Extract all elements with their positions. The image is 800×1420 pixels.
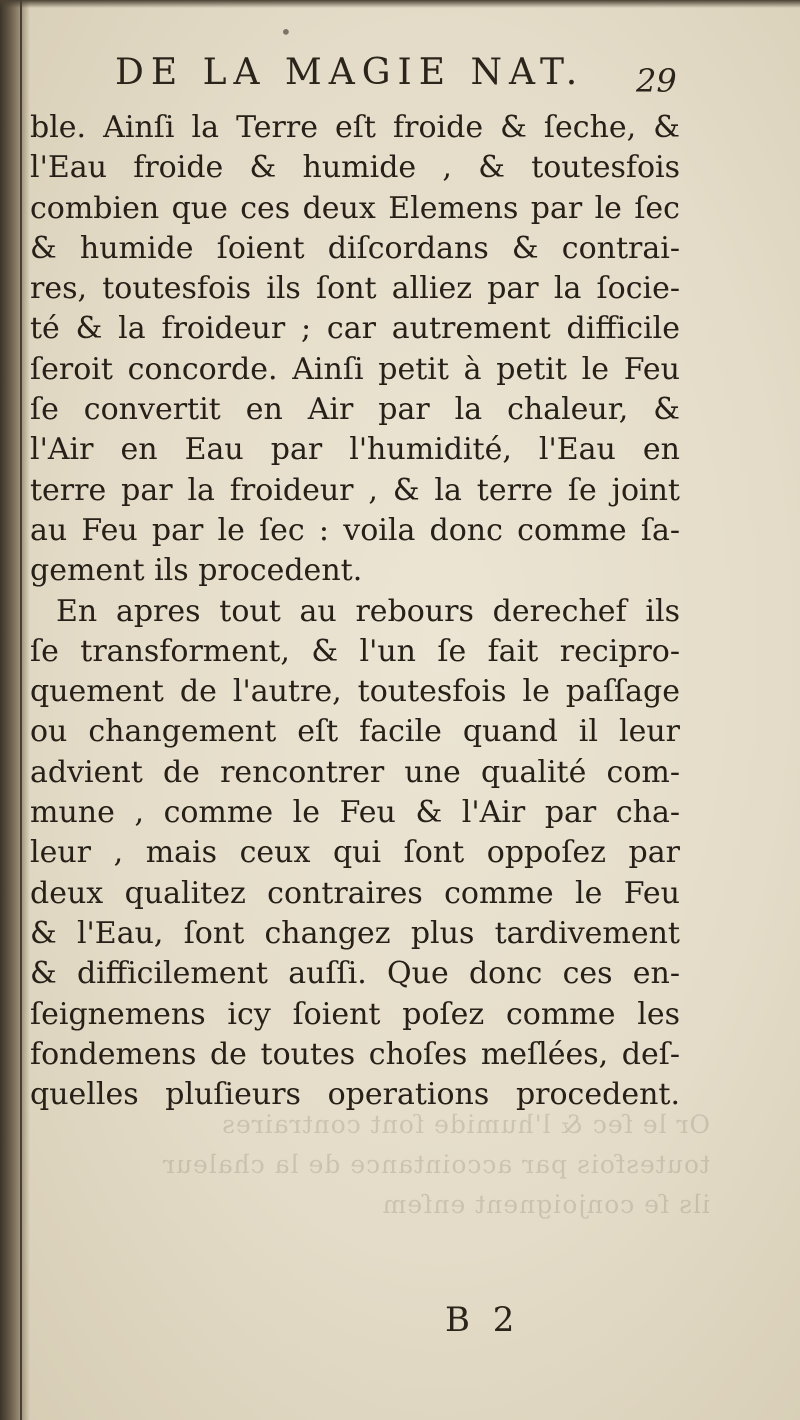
text-line: combien que ces deux Elemens par le ſec (30, 190, 680, 226)
running-title: DE LA MAGIE NAT. (115, 52, 585, 93)
text-line: au Feu par le ſec : voila donc comme ſa- (30, 512, 680, 548)
text-line: ble. Ainſi la Terre eſt froide & ſeche, & (30, 110, 680, 145)
binding-edge-line (20, 0, 22, 1420)
text-line: quement de l'autre, toutesfois le paſſage (30, 674, 680, 710)
text-line: deux qualitez contraires comme le Feu (30, 875, 680, 911)
text-line: ſe transforment, & l'un ſe fait recipro- (30, 633, 680, 669)
bleed-through-line: ils ſe conjoignent enſem (381, 1190, 710, 1219)
text-line: res, toutesfois ils ſont alliez par la ſocie- (30, 271, 680, 307)
text-line: ſeignemens icy ſoient poſez comme les (30, 996, 680, 1032)
signature-mark: B 2 (445, 1300, 521, 1340)
text-line: mune , comme le Feu & l'Air par cha- (30, 795, 680, 831)
text-line: quelles pluſieurs operations procedent. (30, 1077, 680, 1113)
body-text (30, 108, 680, 1115)
text-line: ſeroit concorde. Ainſi petit à petit le Feu (30, 351, 680, 387)
page-number: 29 (636, 62, 677, 100)
bleed-through-line: Or le ſec & l'humide ſont contraires (221, 1110, 710, 1139)
text-line: fondemens de toutes choſes meſlées, deſ- (30, 1036, 680, 1072)
bleed-through-line: toutesfois par accointance de la chaleur (161, 1150, 710, 1179)
text-line: l'Eau froide & humide , & toutesfois (30, 150, 680, 186)
text-line: ou changement eſt facile quand il leur (30, 714, 680, 750)
text-line: & l'Eau, ſont changez plus tardivement (30, 915, 680, 951)
text-line: advient de rencontrer une qualité com- (30, 754, 680, 790)
text-line: leur , mais ceux qui ſont oppoſez par (30, 835, 680, 871)
text-line: & difficilement auſſi. Que donc ces en- (30, 956, 680, 992)
text-line: l'Air en Eau par l'humidité, l'Eau en (30, 432, 680, 468)
text-line: terre par la froideur , & la terre ſe joint (30, 472, 680, 508)
text-line-paragraph-start: En apres tout au rebours derechef ils (56, 593, 680, 629)
page-top-shadow (0, 0, 800, 8)
text-line: té & la froideur ; car autrement difficile (30, 311, 680, 347)
text-line: gement ils procedent. (30, 553, 363, 589)
text-line: ſe convertit en Air par la chaleur, & (30, 392, 680, 428)
binding-gutter (0, 0, 30, 1420)
text-line: & humide ſoient diſcordans & contrai- (30, 230, 680, 266)
ornament-mark: • (280, 20, 292, 44)
